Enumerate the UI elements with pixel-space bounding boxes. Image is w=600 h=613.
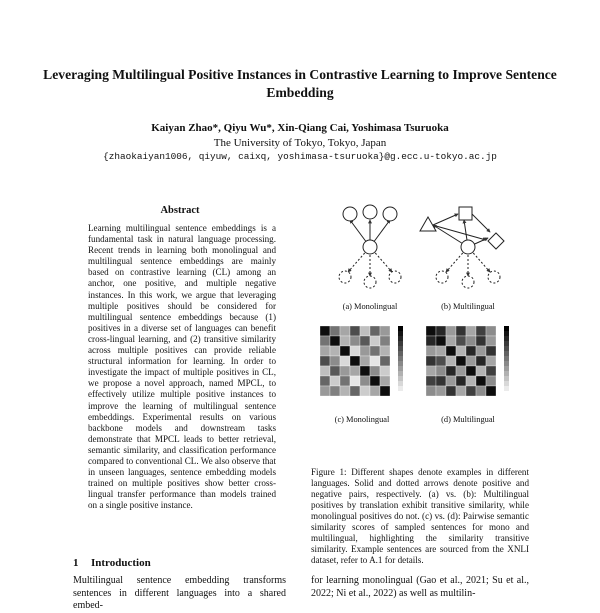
heatmap-cell — [320, 356, 330, 366]
heatmap-cell — [466, 376, 476, 386]
heatmap-cell — [466, 356, 476, 366]
negative-node — [364, 276, 376, 288]
heatmap-cell — [436, 346, 446, 356]
heatmap-cell — [456, 376, 466, 386]
heatmap-cell — [466, 386, 476, 396]
heatmap-cell — [350, 346, 360, 356]
colorbar-segment — [398, 356, 403, 361]
heatmap-cell — [426, 386, 436, 396]
monolingual-graph — [339, 205, 401, 288]
heatmap-cell — [426, 376, 436, 386]
colorbar-segment — [504, 371, 509, 376]
heatmap-cell — [476, 346, 486, 356]
figure-label-d: (d) Multilingual — [441, 415, 495, 424]
heatmap-cell — [446, 366, 456, 376]
heatmap-cell — [380, 336, 390, 346]
body-text-right: for learning monolingual (Gao et al., 2021; Su et al., 2022; Ni et al., 2022) as well as multilin- — [311, 575, 529, 599]
heatmap-cell — [330, 366, 340, 376]
heatmap-cell — [320, 386, 330, 396]
heatmap-cell — [350, 356, 360, 366]
heatmap-cell — [466, 326, 476, 336]
heatmap-cell — [370, 326, 380, 336]
colorbar-segment — [398, 326, 403, 331]
heatmap-cell — [330, 386, 340, 396]
heatmap-cell — [476, 366, 486, 376]
heatmap-cell — [370, 356, 380, 366]
heatmap-cell — [486, 326, 496, 336]
colorbar-segment — [398, 371, 403, 376]
colorbar-segment — [504, 381, 509, 386]
heatmap-cell — [486, 386, 496, 396]
heatmap-cell — [456, 326, 466, 336]
anchor-node — [461, 240, 475, 254]
anchor-node — [363, 240, 377, 254]
heatmap-cell — [426, 326, 436, 336]
heatmap-multilingual — [418, 322, 518, 412]
colorbar-segment — [398, 351, 403, 356]
colorbar-segment — [398, 386, 403, 391]
colorbar-segment — [398, 341, 403, 346]
heatmap-cell — [426, 366, 436, 376]
heatmap-cell — [370, 336, 380, 346]
heatmap-cell — [456, 336, 466, 346]
heatmap-cell — [486, 376, 496, 386]
figure-label-a: (a) Monolingual — [342, 302, 398, 311]
colorbar-segment — [504, 391, 509, 396]
heatmap-cell — [340, 376, 350, 386]
heatmap-cell — [466, 346, 476, 356]
colorbar-segment — [504, 331, 509, 336]
heatmap-cell — [360, 376, 370, 386]
heatmap-cell — [456, 366, 466, 376]
heatmap-cell — [476, 386, 486, 396]
heatmap-cell — [360, 356, 370, 366]
section-heading — [73, 557, 151, 569]
negative-node — [389, 271, 401, 283]
heatmap-cell — [370, 386, 380, 396]
heatmap-cell — [476, 336, 486, 346]
heatmap-cell — [360, 336, 370, 346]
heatmap-cell — [446, 346, 456, 356]
heatmap-cell — [320, 366, 330, 376]
colorbar-segment — [398, 331, 403, 336]
heatmap-cell — [486, 366, 496, 376]
heatmap-cell — [340, 346, 350, 356]
colorbar-segment — [504, 346, 509, 351]
heatmap-cell — [466, 366, 476, 376]
colorbar-segment — [504, 386, 509, 391]
colorbar-segment — [398, 381, 403, 386]
heatmap-cell — [476, 376, 486, 386]
heatmap-cell — [360, 346, 370, 356]
heatmap-cell — [436, 366, 446, 376]
colorbar-segment — [398, 346, 403, 351]
heatmap-cell — [340, 356, 350, 366]
heatmap-cell — [380, 386, 390, 396]
colorbar-segment — [504, 376, 509, 381]
figure-caption: Figure 1: Different shapes denote examples in different languages. Solid and dotted arrows denote positive and negative pairs, respectively. (a) vs. (b): Multilingual positives by translation exhibit transitive similarity, while monolingual positives do not. (c) vs. (d): Pairwise semantic similarity scores of sampled sentences for mono and multilingual, highlighting the similarity transitive similarity. Example sentences are sourced from the XNLI dataset, refer to A.1 for details. — [311, 467, 529, 565]
colorbar-segment — [398, 366, 403, 371]
body-text-left: Multilingual sentence embedding transforms sentences in different languages into a shared embed- — [73, 575, 286, 611]
colorbar-segment — [398, 376, 403, 381]
heatmap-cell — [426, 356, 436, 366]
heatmap-cell — [380, 356, 390, 366]
heatmap-cell — [476, 356, 486, 366]
heatmap-cell — [436, 386, 446, 396]
negative-node — [339, 271, 351, 283]
heatmap-cell — [380, 376, 390, 386]
figure-label-c: (c) Monolingual — [334, 415, 390, 424]
heatmap-cell — [350, 336, 360, 346]
colorbar-segment — [398, 391, 403, 396]
colorbar-segment — [398, 336, 403, 341]
heatmap-cell — [446, 336, 456, 346]
heatmap-cell — [330, 346, 340, 356]
colorbar-segment — [504, 326, 509, 331]
heatmap-cell — [330, 326, 340, 336]
heatmap-cell — [370, 366, 380, 376]
colorbar-segment — [504, 366, 509, 371]
heatmap-cell — [330, 336, 340, 346]
heatmap-cell — [360, 366, 370, 376]
heatmap-cell — [320, 346, 330, 356]
negative-node — [462, 276, 474, 288]
heatmap-cell — [340, 326, 350, 336]
heatmap-cell — [330, 376, 340, 386]
diamond-node — [488, 233, 504, 249]
heatmap-cell — [350, 366, 360, 376]
heatmap-cell — [436, 336, 446, 346]
heatmap-cell — [380, 346, 390, 356]
colorbar-segment — [504, 341, 509, 346]
heatmap-cell — [456, 346, 466, 356]
heatmap-cell — [446, 326, 456, 336]
heatmap-cell — [486, 356, 496, 366]
heatmap-cell — [476, 326, 486, 336]
triangle-node — [420, 217, 436, 231]
negative-node — [488, 271, 500, 283]
heatmap-cell — [446, 376, 456, 386]
paper-title: Leveraging Multilingual Positive Instances in Contrastive Learning to Improve Sentence Embedding — [43, 67, 557, 100]
positive-node — [363, 205, 377, 219]
abstract-heading: Abstract — [160, 205, 200, 216]
heatmap-cell — [466, 336, 476, 346]
author-list: Kaiyan Zhao*, Qiyu Wu*, Xin-Qiang Cai, Yoshimasa Tsuruoka — [151, 122, 449, 134]
heatmap-cell — [340, 336, 350, 346]
heatmap-cell — [330, 356, 340, 366]
heatmap-cell — [446, 386, 456, 396]
abstract-text: Learning multilingual sentence embeddings is a fundamental task in natural language processing. Recent trends in learning both monolingual and multilingual sentence embeddings are mainly based on contrastive learning (CL) among an anchor, one positive, and multiple negative instances. In this work, we argue that leveraging multiple positives should be considered for multilingual sentence embeddings because (1) positives in a diverse set of languages can benefit cross-lingual learning, and (2) transitive similarity across multiple positives can provide reliable structural information for learning. In order to investigate the impact of multiple positives in CL, we propose a novel approach, named MPCL, to effectively utilize multiple positive instances to improve the learning of multilingual sentence embeddings. Experimental results on various backbone models and downstream tasks demonstrate that MPCL leads to better retrieval, semantic similarity, and classification performance compared to conventional CL. We also observe that in unseen languages, sentence embedding models trained on multiple positives show better cross-lingual transfer performance than models trained on a single positive instance. — [88, 223, 276, 511]
heatmap-cell — [340, 386, 350, 396]
heatmap-cell — [370, 376, 380, 386]
heatmap-cell — [436, 326, 446, 336]
heatmap-cell — [426, 346, 436, 356]
heatmap-cell — [436, 376, 446, 386]
heatmap-cell — [380, 326, 390, 336]
colorbar-segment — [504, 356, 509, 361]
heatmap-cell — [360, 386, 370, 396]
affiliation: The University of Tokyo, Tokyo, Japan — [213, 137, 387, 149]
heatmap-cell — [350, 376, 360, 386]
colorbar-segment — [504, 351, 509, 356]
heatmap-cell — [370, 346, 380, 356]
heatmap-cell — [456, 356, 466, 366]
figure-graphs — [318, 200, 518, 300]
heatmap-monolingual — [312, 322, 410, 412]
heatmap-cell — [360, 326, 370, 336]
section-number: 1 — [73, 557, 79, 569]
figure-label-b: (b) Multilingual — [441, 302, 495, 311]
colorbar-segment — [398, 361, 403, 366]
heatmap-cell — [320, 376, 330, 386]
colorbar-segment — [504, 336, 509, 341]
heatmap-cell — [486, 336, 496, 346]
heatmap-cell — [350, 386, 360, 396]
heatmap-cell — [426, 336, 436, 346]
heatmap-cell — [456, 386, 466, 396]
heatmap-cell — [350, 326, 360, 336]
positive-node — [343, 207, 357, 221]
author-emails: {zhaokaiyan1006, qiyuw, caixq, yoshimasa-tsuruoka}@g.ecc.u-tokyo.ac.jp — [103, 151, 497, 162]
heatmap-cell — [436, 356, 446, 366]
heatmap-cell — [320, 326, 330, 336]
heatmap-cell — [486, 346, 496, 356]
negative-node — [436, 271, 448, 283]
positive-node — [383, 207, 397, 221]
multilingual-graph — [420, 207, 504, 288]
section-title: Introduction — [91, 557, 151, 569]
heatmap-cell — [340, 366, 350, 376]
colorbar-segment — [504, 361, 509, 366]
square-node — [459, 207, 472, 220]
heatmap-cell — [446, 356, 456, 366]
heatmap-cell — [320, 336, 330, 346]
heatmap-cell — [380, 366, 390, 376]
